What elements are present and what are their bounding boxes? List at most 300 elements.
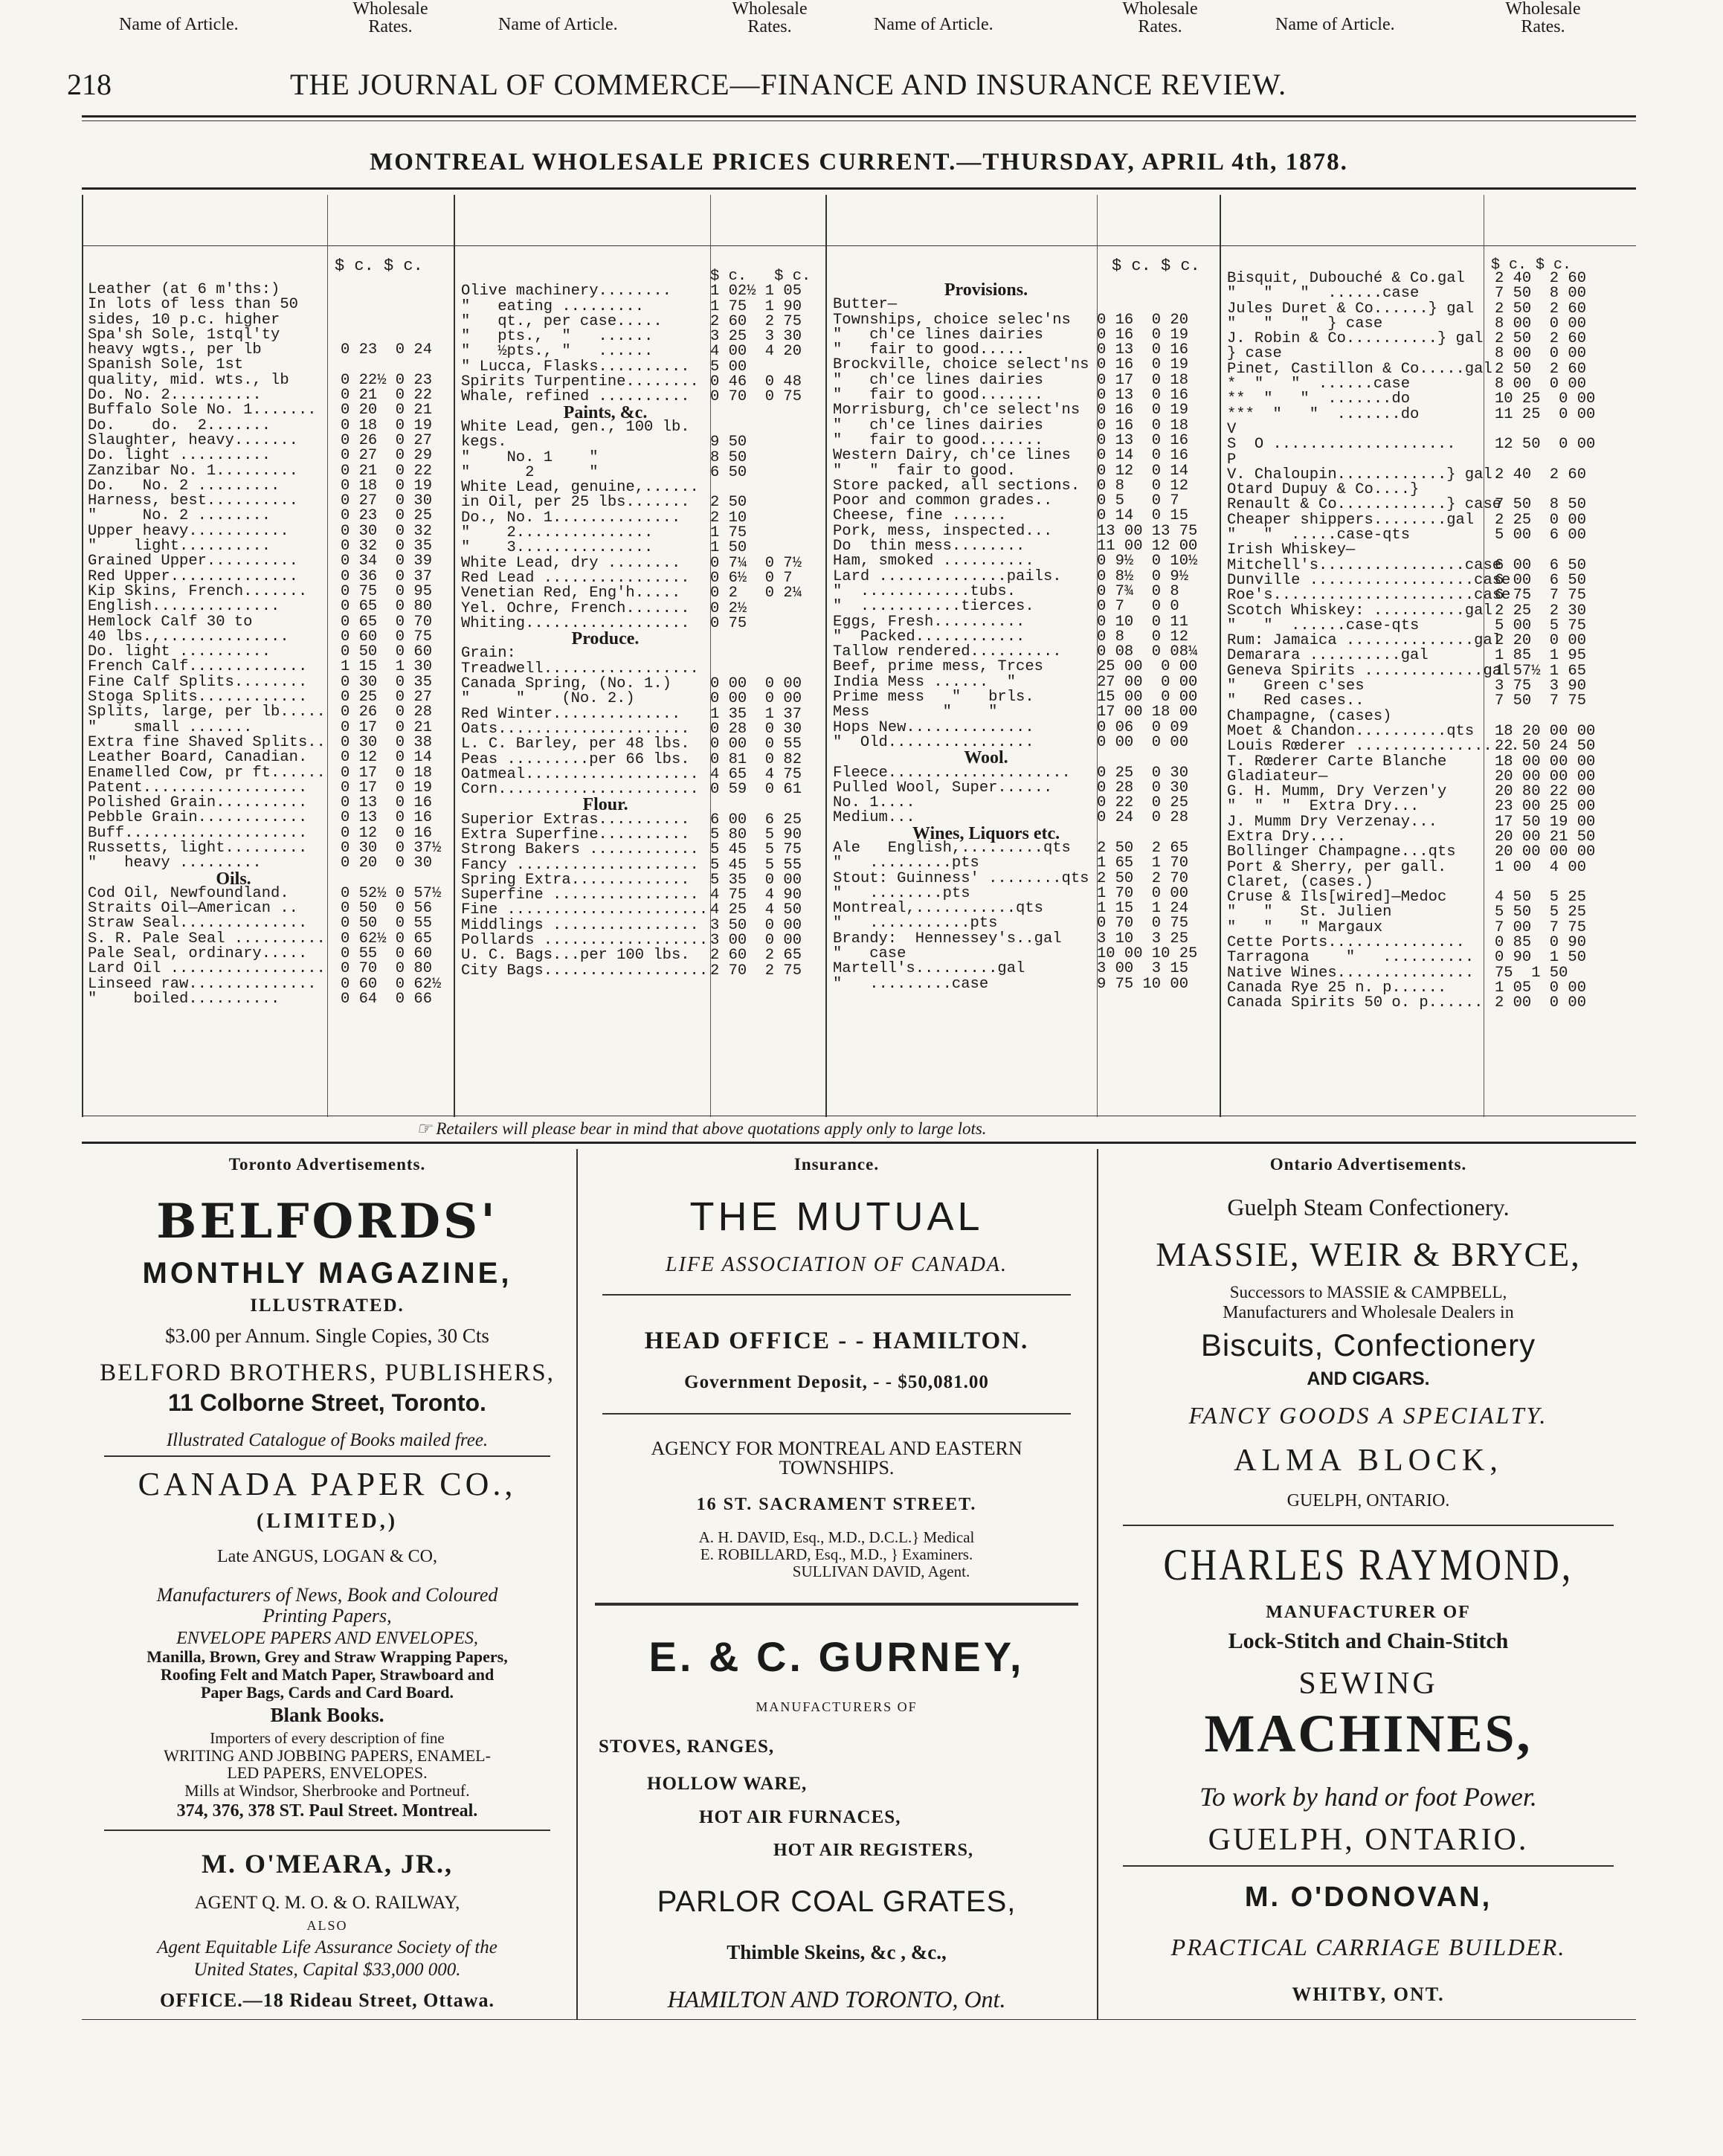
price-row bbox=[1227, 437, 1632, 452]
importers-line: Importers of every description of fine bbox=[210, 1729, 445, 1747]
article-name: Renault & Co............} case bbox=[1227, 496, 1502, 514]
article-name: L. C. Barley, per 48 lbs. bbox=[461, 736, 690, 753]
wholesale-rate: 0 23 0 24 bbox=[341, 341, 433, 359]
price-row bbox=[833, 328, 1216, 343]
article-name: " ch'ce lines dairies bbox=[833, 371, 1043, 389]
article-name: Leather (at 6 m'ths:) bbox=[88, 281, 280, 298]
guelph-steam: Guelph Steam Confectionery. bbox=[1227, 1194, 1510, 1220]
wholesale-rate: 7 00 7 75 bbox=[1495, 918, 1587, 936]
wholesale-rate: 0 30 0 37½ bbox=[341, 839, 442, 857]
price-row bbox=[88, 796, 452, 811]
price-row bbox=[88, 992, 452, 1007]
omeara-office: OFFICE.—18 Rideau Street, Ottawa. bbox=[160, 1989, 495, 2011]
wholesale-rate: 9 75 10 00 bbox=[1097, 975, 1189, 993]
wholesale-rate: 0 17 0 21 bbox=[341, 718, 433, 736]
wholesale-rate: 75 1 50 bbox=[1495, 964, 1568, 982]
price-row bbox=[1227, 936, 1632, 950]
wholesale-rate: 27 00 0 00 bbox=[1097, 673, 1198, 691]
article-name: Townships, choice selec'ns bbox=[833, 311, 1071, 329]
article-name: " small ....... bbox=[88, 718, 253, 736]
article-name: Venetian Red, Eng'h..... bbox=[461, 585, 681, 602]
price-row bbox=[833, 554, 1216, 569]
price-row bbox=[461, 662, 822, 677]
limited-label: (LIMITED,) bbox=[256, 1510, 399, 1533]
article-name: French Calf............. bbox=[88, 658, 308, 676]
price-row bbox=[1227, 770, 1632, 785]
price-row bbox=[833, 886, 1216, 901]
wholesale-rate: 0 60 0 75 bbox=[341, 628, 433, 646]
gurney-hollow: HOLLOW WARE, bbox=[647, 1774, 808, 1794]
price-row bbox=[88, 856, 452, 871]
article-name: quality, mid. wts., lb bbox=[88, 371, 289, 389]
article-name: Roe's......................case bbox=[1227, 587, 1511, 605]
price-row bbox=[88, 947, 452, 962]
wholesale-rate: 0 13 0 16 bbox=[341, 794, 433, 812]
article-name: " boiled.......... bbox=[88, 990, 280, 1008]
article-name: kegs. bbox=[461, 434, 507, 451]
article-name: Medium... bbox=[833, 809, 915, 827]
fancy-goods: FANCY GOODS A SPECIALTY. bbox=[1188, 1402, 1548, 1429]
wholesale-rate: 0 22½ 0 23 bbox=[341, 371, 433, 389]
guelph-ontario: GUELPH, ONTARIO. bbox=[1286, 1491, 1450, 1510]
article-name: Cheaper shippers........gal bbox=[1227, 511, 1475, 529]
wholesale-rate: 4 65 4 75 bbox=[710, 765, 802, 783]
price-row bbox=[1227, 377, 1632, 392]
article-name: Poor and common grades.. bbox=[833, 492, 1053, 510]
wholesale-rate: 0 7¾ 0 8 bbox=[1097, 582, 1179, 600]
price-row bbox=[1227, 556, 1632, 574]
price-row bbox=[88, 886, 452, 901]
wholesale-rate: 0 22 0 25 bbox=[1097, 794, 1189, 812]
wholesale-rate: 0 7¼ 0 7½ bbox=[710, 554, 802, 572]
wholesale-rate: 0 25 0 30 bbox=[1097, 764, 1189, 782]
ontario-ads bbox=[1101, 1149, 1636, 2019]
article-name: " fair to good....... bbox=[833, 431, 1043, 449]
article-name: Do., No. 1.............. bbox=[461, 509, 681, 527]
article-name: J. Robin & Co..........} gal bbox=[1227, 330, 1484, 348]
article-name: U. C. Bags...per 100 lbs. bbox=[461, 947, 690, 965]
successors: Successors to MASSIE & CAMPBELL, bbox=[1229, 1283, 1507, 1301]
article-name: " " (No. 2.) bbox=[461, 690, 635, 708]
price-row bbox=[461, 571, 822, 586]
price-row bbox=[1227, 498, 1632, 512]
wholesale-rate: 1 70 0 00 bbox=[1097, 884, 1189, 902]
price-row bbox=[88, 567, 452, 585]
price-row bbox=[88, 343, 452, 358]
wholesale-rate: 0 75 0 95 bbox=[341, 582, 433, 600]
wholesale-rate: 0 13 0 16 bbox=[1097, 387, 1189, 405]
price-row bbox=[461, 448, 822, 466]
wholesale-rate: 5 45 5 55 bbox=[710, 856, 802, 874]
article-name: Do. light .......... bbox=[88, 643, 271, 661]
article-name: Port & Sherry, per gall. bbox=[1227, 858, 1447, 876]
wholesale-rate: 0 12 0 14 bbox=[341, 749, 433, 767]
article-name: Do. No. 2 ......... bbox=[88, 477, 280, 495]
price-row bbox=[1227, 649, 1632, 663]
price-row bbox=[461, 526, 822, 541]
lockstitch: Lock-Stitch and Chain-Stitch bbox=[1228, 1629, 1509, 1653]
price-row bbox=[461, 873, 822, 888]
article-name: " Packed............ bbox=[833, 628, 1025, 646]
article-name: " " ......case-qts bbox=[1227, 617, 1420, 634]
price-row bbox=[88, 750, 452, 765]
price-row bbox=[88, 705, 452, 720]
retailers-footnote: ☞ Retailers will please bear in mind that above quotations apply only to large lots. bbox=[416, 1119, 987, 1138]
price-row bbox=[88, 826, 452, 841]
article-name: Whiting.................. bbox=[461, 614, 690, 632]
article-name: " " " Extra Dry... bbox=[1227, 798, 1420, 816]
wholesale-rate: 0 00 0 55 bbox=[710, 736, 802, 753]
price-row bbox=[833, 297, 1216, 312]
price-row bbox=[88, 358, 452, 373]
article-name: Store packed, all sections. bbox=[833, 477, 1081, 495]
wholesale-rate: 0 25 0 27 bbox=[341, 689, 433, 707]
column-name-label: Name of Article. bbox=[119, 15, 239, 34]
article-name: Straw Seal.............. bbox=[88, 915, 308, 933]
price-row bbox=[88, 630, 452, 645]
wholesale-rate: 11 25 0 00 bbox=[1495, 405, 1596, 423]
wholesale-rate: 2 50 2 60 bbox=[1495, 300, 1587, 318]
article-name: Hops New.............. bbox=[833, 718, 1034, 736]
article-name: Morrisburg, ch'ce select'ns bbox=[833, 402, 1081, 419]
wholesale-rate: 5 00 5 75 bbox=[1495, 617, 1587, 634]
price-row bbox=[1227, 664, 1632, 679]
article-name: " light.......... bbox=[88, 538, 271, 556]
price-row bbox=[461, 813, 822, 828]
price-row bbox=[833, 733, 1216, 751]
wholesale-rate: 6 00 6 50 bbox=[1495, 571, 1587, 589]
wholesale-rate: 25 00 0 00 bbox=[1097, 658, 1198, 676]
wholesale-rate: 5 50 5 25 bbox=[1495, 904, 1587, 921]
wholesale-rate: 2 50 bbox=[710, 494, 747, 512]
price-column-3 bbox=[833, 280, 1216, 993]
price-row bbox=[1227, 634, 1632, 649]
wholesale-rate: 0 2 0 2¼ bbox=[710, 585, 802, 602]
article-name: Linseed raw.............. bbox=[88, 975, 317, 993]
price-row bbox=[88, 733, 452, 751]
article-name: " 2 " bbox=[461, 463, 599, 481]
wholesale-rate: 0 00 0 00 bbox=[710, 675, 802, 693]
price-row bbox=[1227, 604, 1632, 619]
price-row bbox=[833, 343, 1216, 358]
wholesale-rate: 0 6½ 0 7 bbox=[710, 569, 793, 587]
article-name: Extra Superfine.......... bbox=[461, 826, 690, 843]
article-name: Mitchell's................case bbox=[1227, 556, 1502, 574]
wholesale-rate: 2 40 2 60 bbox=[1495, 466, 1587, 483]
wholesale-rate: 1 05 0 00 bbox=[1495, 979, 1587, 997]
belford-brothers: BELFORD BROTHERS, PUBLISHERS, bbox=[100, 1359, 555, 1386]
price-row bbox=[833, 660, 1216, 675]
price-row bbox=[833, 615, 1216, 630]
wholesale-rate: 0 16 0 19 bbox=[1097, 326, 1189, 344]
price-row bbox=[461, 420, 822, 435]
price-row bbox=[1227, 573, 1632, 588]
column-rates-label: Wholesale Rates. bbox=[352, 0, 428, 36]
price-row bbox=[833, 464, 1216, 479]
article-name: Pinet, Castillon & Co.....gal bbox=[1227, 360, 1492, 378]
canada-paper-co: CANADA PAPER CO., bbox=[138, 1466, 517, 1502]
article-name: Spirits Turpentine........ bbox=[461, 373, 699, 391]
header-rule bbox=[82, 115, 1636, 118]
article-name: " No. 2 ........ bbox=[88, 507, 271, 525]
price-row bbox=[1227, 860, 1632, 875]
article-name: " heavy ......... bbox=[88, 855, 262, 872]
mutual-title: THE MUTUAL bbox=[689, 1194, 984, 1239]
wholesale-rate: 0 16 0 18 bbox=[1097, 416, 1189, 434]
article-name: In lots of less than 50 bbox=[88, 296, 298, 314]
article-name: " " " ......case bbox=[1227, 285, 1420, 303]
price-row bbox=[88, 388, 452, 403]
price-row bbox=[833, 524, 1216, 539]
price-column-4 bbox=[1227, 271, 1632, 1011]
wholesale-rate: 0 8½ 0 9½ bbox=[1097, 567, 1189, 585]
price-row bbox=[88, 539, 452, 554]
article-name: Scotch Whiskey: ..........gal bbox=[1227, 602, 1492, 620]
wholesale-rate: 0 00 0 00 bbox=[1097, 733, 1189, 751]
price-row bbox=[88, 448, 452, 463]
units-label: $ c. $ c. bbox=[1491, 257, 1572, 274]
article-name: " Green c'ses bbox=[1227, 678, 1365, 695]
column-divider bbox=[825, 195, 827, 1117]
wholesale-rate: 1 65 1 70 bbox=[1097, 855, 1189, 872]
price-row bbox=[833, 869, 1216, 887]
wholesale-rate: 0 13 0 16 bbox=[1097, 431, 1189, 449]
units-label: $ c. $ c. bbox=[335, 257, 423, 275]
late-label: Late ANGUS, LOGAN & CO, bbox=[217, 1547, 437, 1566]
wholesale-rate: 0 08 0 08¼ bbox=[1097, 643, 1198, 661]
article-name: Do. No. 2.......... bbox=[88, 387, 262, 405]
price-row bbox=[1227, 875, 1632, 890]
price-row bbox=[88, 599, 452, 614]
article-name: Superfine ................ bbox=[461, 886, 699, 904]
wholesale-rate: 11 00 12 00 bbox=[1097, 538, 1198, 556]
price-row bbox=[1227, 392, 1632, 407]
price-row bbox=[461, 828, 822, 843]
article-name: " fair to good....... bbox=[833, 387, 1043, 405]
article-name: White Lead, genuine,...... bbox=[461, 479, 699, 497]
wholesale-rate: 0 70 0 80 bbox=[341, 960, 433, 978]
price-row bbox=[1227, 724, 1632, 739]
hand-or-foot: To work by hand or foot Power. bbox=[1199, 1782, 1537, 1812]
ad-column-divider bbox=[1097, 1149, 1098, 2019]
wholesale-rate: 8 50 bbox=[710, 448, 747, 466]
article-name: Native Wines............... bbox=[1227, 964, 1475, 982]
wholesale-rate: 22 50 24 50 bbox=[1495, 738, 1596, 756]
price-row bbox=[88, 690, 452, 705]
article-name: Prime mess " brls. bbox=[833, 689, 1034, 707]
price-row bbox=[461, 360, 822, 375]
price-row bbox=[461, 614, 822, 632]
price-row bbox=[1227, 905, 1632, 920]
sacrament-street: 16 ST. SACRAMENT STREET. bbox=[696, 1495, 977, 1514]
article-name: Cruse & Ils[wired]—Medoc bbox=[1227, 889, 1447, 907]
blank-books: Blank Books. bbox=[270, 1704, 384, 1726]
column-name-label: Name of Article. bbox=[498, 15, 618, 34]
price-row bbox=[88, 582, 452, 600]
ad-divider bbox=[104, 1455, 550, 1457]
article-name: " " .....case-qts bbox=[1227, 527, 1411, 544]
article-name: Strong Bakers ............ bbox=[461, 841, 699, 859]
wholesale-rate: 0 52½ 0 57½ bbox=[341, 884, 442, 902]
article-name: Middlings ................ bbox=[461, 916, 699, 934]
wholesale-rate: 0 64 0 66 bbox=[341, 990, 433, 1008]
gurney-furnaces: HOT AIR FURNACES, bbox=[699, 1807, 901, 1827]
price-row bbox=[461, 782, 822, 797]
price-row bbox=[833, 901, 1216, 916]
article-name: Do thin mess........ bbox=[833, 538, 1025, 556]
wholesale-rate: 6 75 7 75 bbox=[1495, 587, 1587, 605]
article-name: Jules Duret & Co......} gal bbox=[1227, 300, 1475, 318]
prices-top-rule bbox=[82, 187, 1636, 190]
article-name: " Red cases.. bbox=[1227, 692, 1365, 710]
price-row bbox=[461, 948, 822, 963]
article-name: " ...........tierces. bbox=[833, 598, 1034, 616]
article-name: " 3............... bbox=[461, 539, 654, 557]
article-name: Paints, &c. bbox=[563, 402, 648, 422]
article-name: Slaughter, heavy....... bbox=[88, 431, 298, 449]
wholesale-rate: 0 16 0 19 bbox=[1097, 356, 1189, 374]
wholesale-rate: 8 00 0 00 bbox=[1495, 315, 1587, 332]
wholesale-rate: 10 00 10 25 bbox=[1097, 945, 1198, 963]
omeara-agent: AGENT Q. M. O. & O. RAILWAY, bbox=[194, 1893, 460, 1913]
article-name: Olive machinery........ bbox=[461, 283, 672, 300]
price-row bbox=[1227, 271, 1632, 286]
insurance-ads bbox=[580, 1149, 1093, 2019]
wholesale-rate: 0 16 0 19 bbox=[1097, 402, 1189, 419]
article-name: Fine Calf Splits........ bbox=[88, 673, 308, 691]
wholesale-rate: 0 70 0 75 bbox=[1097, 915, 1189, 933]
wholesale-rate: 2 50 2 65 bbox=[1097, 839, 1189, 857]
price-row bbox=[833, 448, 1216, 463]
column-header bbox=[1487, 0, 1606, 52]
price-row bbox=[461, 375, 822, 390]
article-name: Patent.................. bbox=[88, 779, 308, 797]
table-border-left bbox=[82, 195, 83, 1117]
price-row bbox=[88, 509, 452, 524]
gurney-location: HAMILTON AND TORONTO, Ont. bbox=[667, 1986, 1006, 2012]
article-name: Pulled Wool, Super...... bbox=[833, 779, 1053, 797]
price-row bbox=[461, 297, 822, 315]
agency-line-2: TOWNSHIPS. bbox=[779, 1457, 895, 1478]
wholesale-rate: 0 24 0 28 bbox=[1097, 809, 1189, 827]
price-row bbox=[1227, 739, 1632, 754]
price-row bbox=[461, 435, 822, 450]
wholesale-rate: 0 30 0 38 bbox=[341, 733, 433, 751]
price-row bbox=[833, 916, 1216, 931]
wholesale-rate: 17 50 19 00 bbox=[1495, 813, 1596, 831]
price-row bbox=[833, 932, 1216, 947]
price-row bbox=[1227, 996, 1632, 1011]
wholesale-rate: 13 00 13 75 bbox=[1097, 522, 1198, 540]
gurney-title: E. & C. GURNEY, bbox=[648, 1633, 1025, 1680]
price-row bbox=[833, 856, 1216, 871]
price-row bbox=[461, 402, 822, 422]
article-name: Grained Upper.......... bbox=[88, 553, 298, 570]
wholesale-rate: 0 14 0 16 bbox=[1097, 447, 1189, 465]
article-name: " " fair to good. bbox=[833, 462, 1017, 480]
article-name: heavy wgts., per lb bbox=[88, 341, 262, 359]
article-name: Lard ..............pails. bbox=[833, 567, 1062, 585]
wholesale-rate: 0 70 0 75 bbox=[710, 388, 802, 406]
article-name: Red Upper.............. bbox=[88, 567, 298, 585]
and-cigars: AND CIGARS. bbox=[1307, 1368, 1430, 1389]
wholesale-rate: 0 8 0 12 bbox=[1097, 628, 1189, 646]
article-name: Spa'sh Sole, 1stql'ty bbox=[88, 326, 280, 344]
price-row bbox=[88, 811, 452, 826]
price-row bbox=[461, 750, 822, 768]
article-name: Red Winter.............. bbox=[461, 705, 681, 723]
price-row bbox=[1227, 362, 1632, 377]
article-name: Ale English,.........qts bbox=[833, 839, 1071, 857]
article-name: Spanish Sole, 1st bbox=[88, 356, 244, 374]
article-name: Beef, prime mess, Trces bbox=[833, 658, 1043, 676]
wholesale-rate: 0 50 0 56 bbox=[341, 900, 433, 918]
mills-line: Mills at Windsor, Sherbrooke and Portneuf. bbox=[184, 1781, 470, 1800]
alma-block: ALMA BLOCK, bbox=[1234, 1444, 1503, 1478]
article-name: V. Chaloupin............} gal. bbox=[1227, 466, 1502, 483]
wholesale-rate: 2 10 bbox=[710, 509, 747, 527]
wholesale-rate: 2 25 2 30 bbox=[1495, 602, 1587, 620]
price-row bbox=[833, 582, 1216, 600]
wholesale-rate: 0 7 0 0 bbox=[1097, 598, 1179, 616]
article-name: " eating ......... bbox=[461, 297, 645, 315]
wholesale-rate: 5 00 6 00 bbox=[1495, 527, 1587, 544]
ad-divider bbox=[1123, 1525, 1614, 1526]
wholesale-rate: 0 18 0 19 bbox=[341, 416, 433, 434]
price-row bbox=[833, 431, 1216, 449]
price-row bbox=[461, 495, 822, 510]
article-name: " fair to good..... bbox=[833, 341, 1025, 359]
prices-title: MONTREAL WHOLESALE PRICES CURRENT.—THURSDAY, APRIL 4th, 1878. bbox=[370, 149, 1348, 176]
article-name: Martell's.........gal bbox=[833, 960, 1025, 978]
article-name: Canada Rye 25 n. p...... bbox=[1227, 979, 1447, 997]
price-row bbox=[88, 494, 452, 509]
price-row bbox=[88, 962, 452, 976]
article-name: Peas .........per 66 lbs. bbox=[461, 750, 690, 768]
price-row bbox=[1227, 286, 1632, 301]
article-name: Russetts, light......... bbox=[88, 839, 308, 857]
article-name: " 2............... bbox=[461, 524, 654, 542]
ads-bottom-rule bbox=[82, 2019, 1636, 2020]
price-row bbox=[833, 358, 1216, 373]
paper-co-address: 374, 376, 378 ST. Paul Street. Montreal. bbox=[176, 1801, 478, 1821]
price-row bbox=[1227, 302, 1632, 317]
wholesale-rate: 6 00 6 50 bbox=[1495, 556, 1587, 574]
wholesale-rate: 2 60 2 65 bbox=[710, 947, 802, 965]
article-name: " ½pts., " ...... bbox=[461, 343, 654, 361]
price-row bbox=[833, 373, 1216, 388]
wholesale-rate: 0 23 0 25 bbox=[341, 507, 433, 525]
article-name: Rum: Jamaica ..............gal bbox=[1227, 632, 1502, 650]
wholesale-rate: 0 55 0 60 bbox=[341, 945, 433, 963]
wholesale-rate: 1 75 bbox=[710, 524, 747, 542]
article-name: Stoga Splits............ bbox=[88, 689, 308, 707]
price-row bbox=[88, 416, 452, 434]
carriage-builder: PRACTICAL CARRIAGE BUILDER. bbox=[1170, 1934, 1566, 1960]
wholesale-rate: 0 9½ 0 10½ bbox=[1097, 553, 1198, 570]
wholesale-rate: 0 8 0 12 bbox=[1097, 477, 1189, 495]
price-row bbox=[833, 539, 1216, 554]
article-name: Irish Whiskey— bbox=[1227, 541, 1356, 559]
price-row bbox=[833, 748, 1216, 768]
thimble-skeins: Thimble Skeins, &c , &c., bbox=[727, 1941, 947, 1963]
also-label: ALSO bbox=[306, 1918, 348, 1933]
article-name: " ........pts bbox=[833, 884, 970, 902]
price-row bbox=[1227, 422, 1632, 437]
header-rule-thin bbox=[82, 120, 1636, 121]
article-name: Yel. Ochre, French....... bbox=[461, 599, 690, 617]
article-name: Moet & Chandon..........qts bbox=[1227, 722, 1475, 740]
